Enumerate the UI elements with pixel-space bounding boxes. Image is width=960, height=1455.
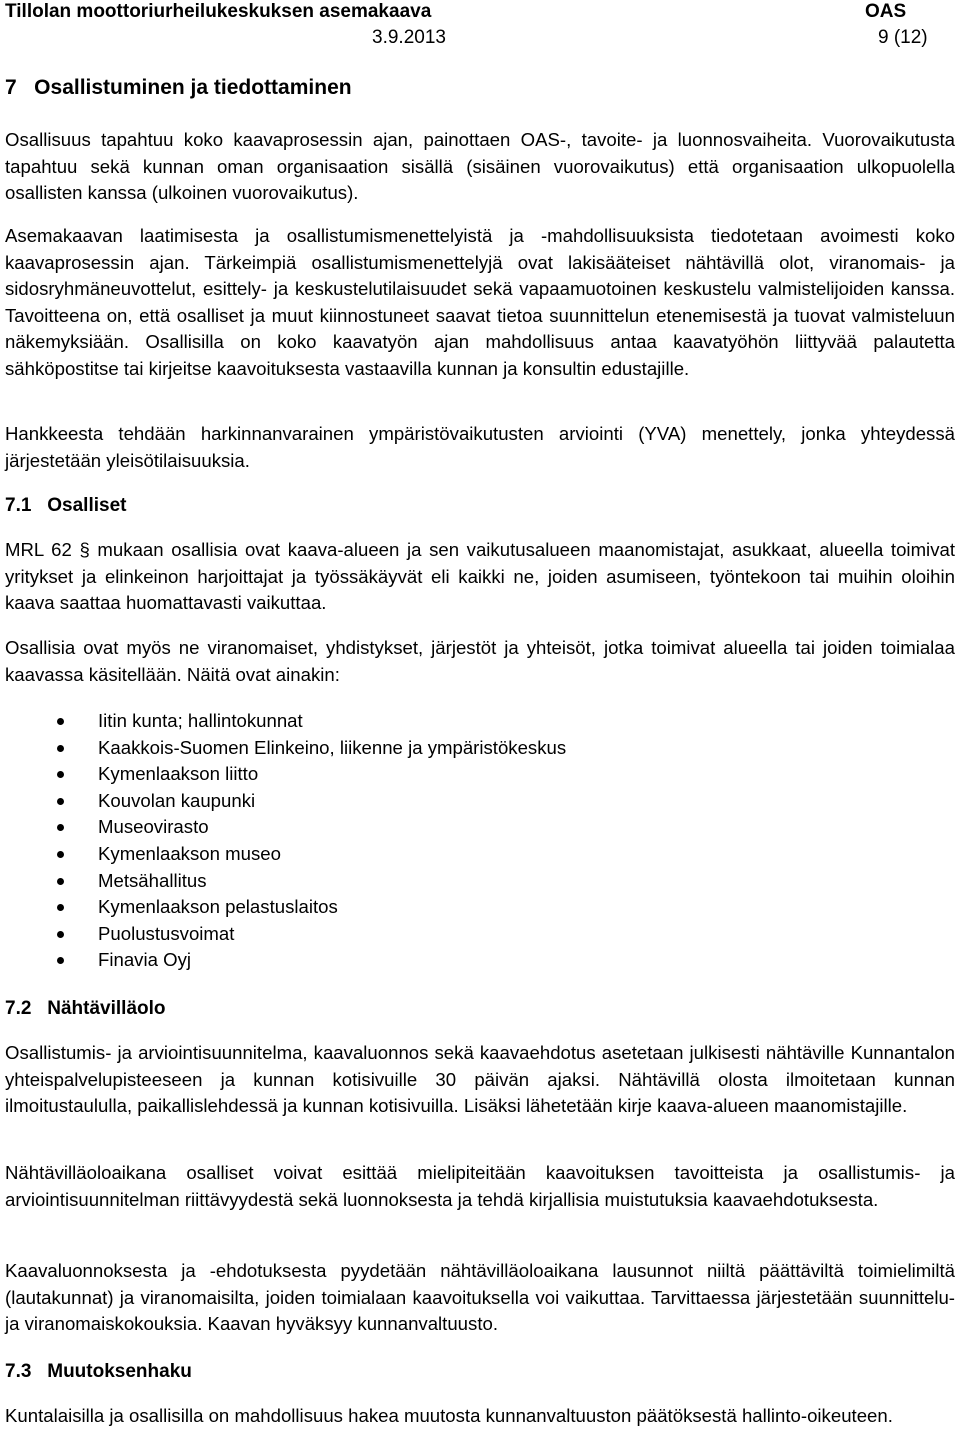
paragraph: MRL 62 § mukaan osallisia ovat kaava-alueen ja sen vaikutusalueen maanomistajat, asukkaat, alueella toimivat yritykset ja elinkeinon harjoittajat ja työssäkäyvät eli kaikki ne, joiden asumiseen, työntekoon tai muihin oloihin kaava saattaa huomattavasti vaikuttaa. [5,539,955,613]
paragraph: Kuntalaisilla ja osallisilla on mahdollisuus hakea muutosta kunnanvaltuuston päätöksestä hallinto-oikeuteen. [5,1405,893,1426]
section-heading-7: 7 Osallistuminen ja tiedottaminen [5,76,352,99]
paragraph: Hankkeesta tehdään harkinnanvarainen ympäristövaikutusten arviointi (YVA) menettely, jonka yhteydessä järjestetään yleisötilaisuuksia. [5,423,955,471]
bullet-icon [57,851,64,858]
bullet-icon [57,904,64,911]
paragraph: Osallistumis- ja arviointisuunnitelma, kaavaluonnos sekä kaavaehdotus asetetaan julkisesti nähtäville Kunnantalon yhteispalvelupisteeseen ja kunnan kotisivuille 30 päivän ajaksi. Nähtävillä olosta ilmoitetaan kunnan ilmoitustaululla, paikallislehdessä ja kunnan kotisivuilla. Lisäksi lähetetään kirje kaava-alueen maanomistajille. [5,1042,955,1116]
bullet-icon [57,718,64,725]
bullet-icon [57,745,64,752]
paragraph: Asemakaavan laatimisesta ja osallistumismenettelyistä ja -mahdollisuuksista tiedotetaan avoimesti koko kaavaprosessin ajan. Tärkeimpiä osallistumismenettelyjä ovat lakisääteiset nähtävillä olot, viranomais- ja sidosryhmäneuvottelut, esittely- ja keskustelutilaisuudet sekä vapaamuotoinen keskustelu valmistelijoiden kanssa. Tavoitteena on, että osalliset ja muut kiinnostuneet saavat tietoa suunnittelun etenemisestä ja tuovat valmisteluun näkemyksiään. Osallisilla on koko kaavatyön ajan mahdollisuus antaa kaavatyöhön liittyvää palautetta sähköpostitse tai kirjeitse kaavoituksesta vastaavilla kunnan ja konsultin edustajille. [5,225,955,379]
document-date: 3.9.2013 [372,27,446,48]
section-heading-7-2: 7.2 Nähtävilläolo [5,998,166,1019]
bullet-icon [57,798,64,805]
paragraph: Nähtävilläoloaikana osalliset voivat esittää mielipiteitään kaavoituksen tavoitteista ja osallistumis- ja arviointisuunnitelman riittävyydestä sekä luonnoksesta ja tehdä kirjallisia muistutuksia kaavaehdotuksesta. [5,1162,955,1210]
section-heading-7-3: 7.3 Muutoksenhaku [5,1361,192,1382]
bullet-icon [57,878,64,885]
section-heading-7-1: 7.1 Osalliset [5,495,127,516]
document-title: Tillolan moottoriurheilukeskuksen asemakaava [5,1,432,22]
paragraph: Osallisuus tapahtuu koko kaavaprosessin ajan, painottaen OAS-, tavoite- ja luonnosvaiheita. Vuorovaikutusta tapahtuu sekä kunnan oman organisaation sisällä (sisäinen vuorovaikutus) että organisaation ulkopuolella osallisten kanssa (ulkoinen vuorovaikutus). [5,129,955,203]
bullet-icon [57,771,64,778]
document-type: OAS [865,1,907,22]
page-number: 9 (12) [878,27,928,48]
bullet-icon [57,824,64,831]
bullet-icon [57,931,64,938]
paragraph: Osallisia ovat myös ne viranomaiset, yhdistykset, järjestöt ja yhteisöt, jotka toimivat alueella tai joiden toimialaa kaavassa käsitellään. Näitä ovat ainakin: [5,637,955,685]
bullet-icon [57,957,64,964]
paragraph: Kaavaluonnoksesta ja -ehdotuksesta pyydetään nähtävilläoloaikana lausunnot niiltä päättäviltä toimielimiltä (lautakunnat) ja viranomaisilta, joiden toimialaan kaavoituksella voi vaikuttaa. Tarvittaessa järjestetään suunnittelu- ja viranomaiskokouksia. Kaavan hyväksyy kunnanvaltuusto. [5,1260,955,1334]
